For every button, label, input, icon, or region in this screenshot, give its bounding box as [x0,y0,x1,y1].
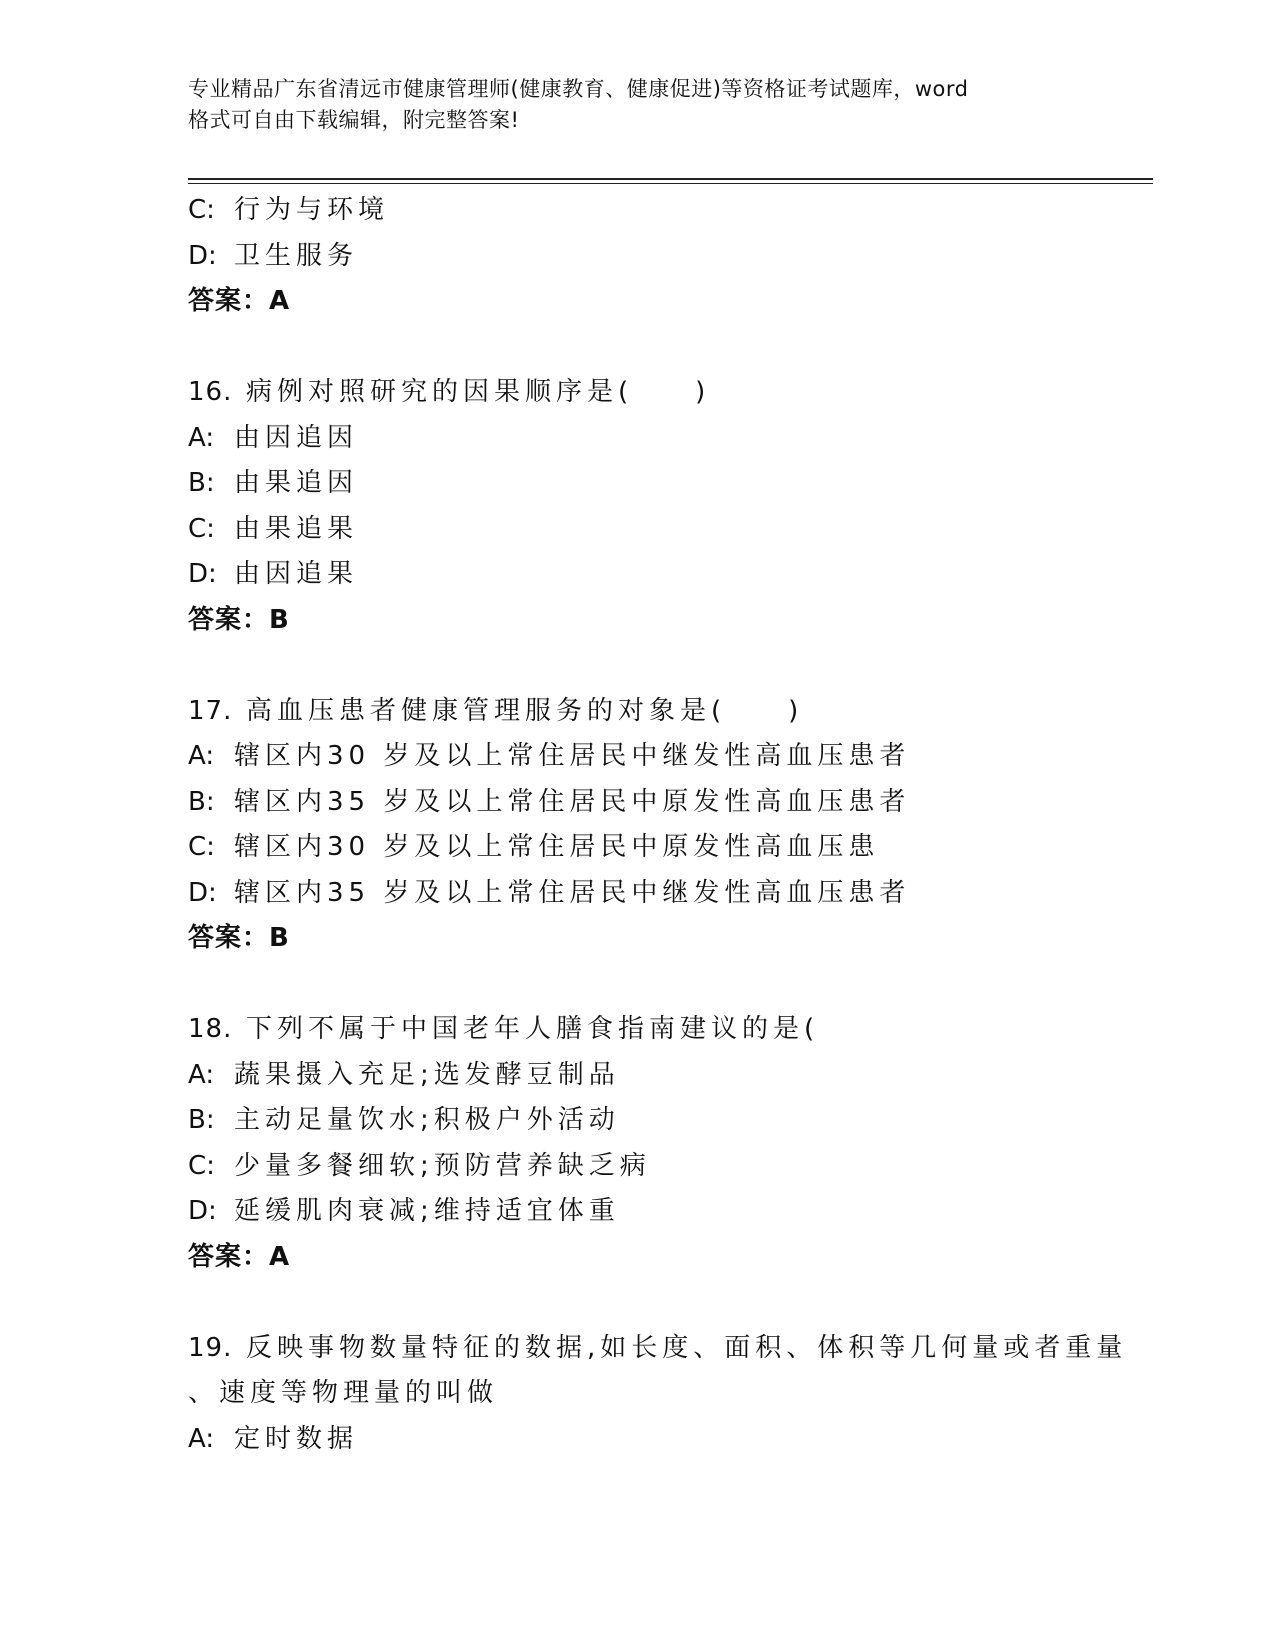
q17-option-d [188,871,1148,917]
q17-option-b [188,780,1148,826]
option-letter: B: [188,1105,215,1135]
q17-option-c [188,825,1148,871]
spacer [188,962,1148,1008]
header-divider-thin [188,183,1153,184]
option-text: 辖区内35 岁及以上常住居民中原发性高血压患者 [234,786,911,817]
option-text: 卫生服务 [234,240,359,271]
question-number: 17. [188,695,233,726]
q18-option-a [188,1053,1148,1099]
q19-option-a [188,1417,1148,1463]
q18-option-c [188,1144,1148,1190]
q18-answer: 答案：A [188,1241,291,1272]
question-number: 19. [188,1332,233,1363]
option-letter: C: [188,832,215,862]
option-text: 蔬果摄入充足;选发酵豆制品 [234,1059,620,1090]
option-letter: A: [188,422,215,453]
question-text: 高血压患者健康管理服务的对象是( ) [246,695,804,726]
q16-option-a [188,416,1148,462]
q16-option-d [188,552,1148,598]
question-text: 病例对照研究的因果顺序是( ) [246,377,711,407]
option-letter: D: [188,877,217,908]
q15-option-d [188,234,1148,280]
spacer [188,325,1148,371]
option-letter: C: [188,195,215,225]
option-letter: B: [188,786,215,817]
spacer [188,1280,1148,1326]
question-list [188,188,1148,1462]
option-text: 辖区内35 岁及以上常住居民中继发性高血压患者 [234,877,911,908]
q15-answer: 答案：A [188,286,291,316]
option-letter: D: [188,559,217,589]
q17-answer: 答案：B [188,923,290,953]
option-text: 定时数据 [234,1423,359,1454]
q16-stem [188,370,1148,416]
option-text: 主动足量饮水;积极户外活动 [234,1105,620,1135]
question-text: 反映事物数量特征的数据,如长度、面积、体积等几何量或者重量 [246,1332,1128,1363]
option-letter: D: [188,240,217,271]
option-letter: A: [188,741,215,771]
option-text: 辖区内30 岁及以上常住居民中原发性高血压患 [234,832,880,862]
header-line-2: 格式可自由下载编辑，附完整答案! [188,108,520,132]
q17-option-a [188,734,1148,780]
option-letter: C: [188,1150,215,1181]
question-number: 18. [188,1014,233,1044]
option-text: 由果追因 [234,468,359,498]
option-letter: C: [188,513,215,544]
q16-option-c [188,507,1148,553]
q16-option-b [188,461,1148,507]
option-letter: A: [188,1059,215,1090]
q18-stem [188,1007,1148,1053]
q19-stem-continued: 、速度等物理量的叫做 [188,1378,499,1408]
option-text: 由因追因 [234,422,359,453]
option-letter: B: [188,468,215,498]
option-text: 少量多餐细软;预防营养缺乏病 [234,1150,651,1181]
question-text: 下列不属于中国老年人膳食指南建议的是( [246,1014,820,1044]
q19-stem [188,1326,1148,1372]
spacer [188,643,1148,689]
option-text: 行为与环境 [234,195,390,225]
option-text: 由因追果 [234,559,359,589]
header-line-1: 专业精品广东省清远市健康管理师(健康教育、健康促进)等资格证考试题库，word [188,77,969,101]
option-letter: D: [188,1196,217,1226]
option-text: 由果追果 [234,513,359,544]
q18-option-b [188,1098,1148,1144]
document-header [188,74,1088,136]
question-number: 16. [188,377,233,407]
header-divider-thick [188,178,1153,180]
q16-answer: 答案：B [188,604,290,635]
option-letter: A: [188,1423,215,1454]
option-text: 延缓肌肉衰减;维持适宜体重 [234,1196,620,1226]
option-text: 辖区内30 岁及以上常住居民中继发性高血压患者 [234,741,911,771]
q17-stem [188,689,1148,735]
q18-option-d [188,1189,1148,1235]
q15-option-c [188,188,1148,234]
